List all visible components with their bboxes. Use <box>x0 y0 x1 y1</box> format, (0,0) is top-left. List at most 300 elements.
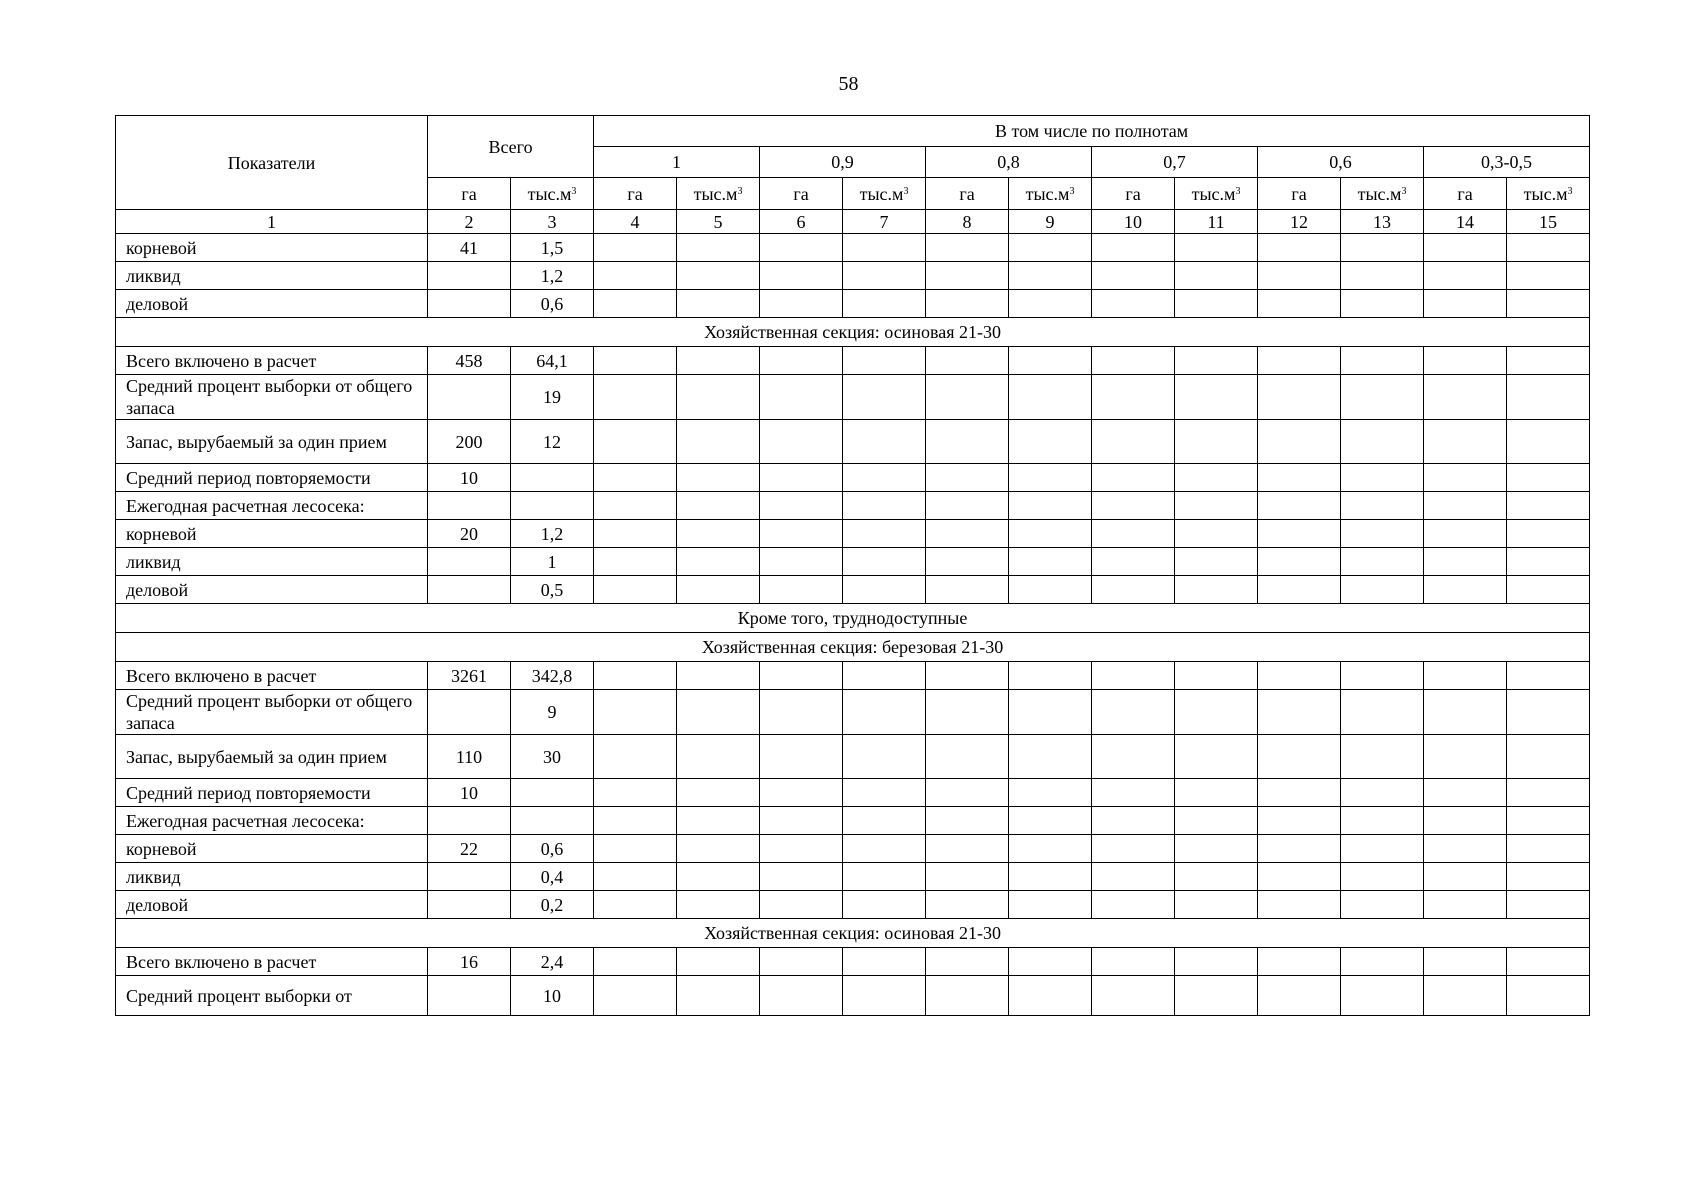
empty-cell <box>1507 420 1590 464</box>
indicator-label: корневой <box>116 520 428 548</box>
empty-cell <box>1341 375 1424 420</box>
unit-volume-header <box>1175 178 1258 210</box>
empty-cell <box>1341 662 1424 690</box>
empty-cell <box>594 891 677 919</box>
empty-cell <box>594 375 677 420</box>
empty-cell <box>1341 464 1424 492</box>
section-title: Хозяйственная секция: осиновая 21-30 <box>116 318 1590 347</box>
empty-cell <box>1341 807 1424 835</box>
empty-cell <box>1258 520 1341 548</box>
empty-cell <box>926 948 1009 976</box>
empty-cell <box>1258 735 1341 779</box>
unit-volume-superscript: 3 <box>571 185 577 197</box>
empty-cell <box>1009 735 1092 779</box>
empty-cell <box>1009 976 1092 1016</box>
table-row <box>116 262 1590 290</box>
empty-cell <box>843 662 926 690</box>
total-ha-cell <box>428 262 511 290</box>
empty-cell <box>1341 420 1424 464</box>
total-volume-cell: 0,2 <box>511 891 594 919</box>
column-number: 3 <box>511 210 594 234</box>
empty-cell <box>843 576 926 604</box>
empty-cell <box>760 290 843 318</box>
empty-cell <box>1424 948 1507 976</box>
empty-cell <box>1424 234 1507 262</box>
empty-cell <box>1341 576 1424 604</box>
total-ha-cell: 16 <box>428 948 511 976</box>
empty-cell <box>760 420 843 464</box>
empty-cell <box>1009 234 1092 262</box>
empty-cell <box>1341 835 1424 863</box>
empty-cell <box>1507 576 1590 604</box>
empty-cell <box>1507 375 1590 420</box>
density-header: 0,9 <box>760 147 926 178</box>
empty-cell <box>1507 548 1590 576</box>
unit-ha-header: га <box>760 178 843 210</box>
empty-cell <box>1258 576 1341 604</box>
empty-cell <box>760 948 843 976</box>
empty-cell <box>594 520 677 548</box>
empty-cell <box>1424 835 1507 863</box>
empty-cell <box>1092 807 1175 835</box>
empty-cell <box>1258 835 1341 863</box>
empty-cell <box>594 548 677 576</box>
empty-cell <box>760 863 843 891</box>
unit-volume-base: тыс.м <box>1523 183 1568 204</box>
total-ha-cell: 20 <box>428 520 511 548</box>
section-title: Хозяйственная секция: осиновая 21-30 <box>116 919 1590 948</box>
density-header: 0,7 <box>1092 147 1258 178</box>
empty-cell <box>926 976 1009 1016</box>
empty-cell <box>1424 262 1507 290</box>
empty-cell <box>760 375 843 420</box>
empty-cell <box>1424 492 1507 520</box>
empty-cell <box>843 891 926 919</box>
empty-cell <box>1009 690 1092 735</box>
empty-cell <box>843 290 926 318</box>
table-row <box>116 690 1590 735</box>
indicator-label: корневой <box>116 234 428 262</box>
indicator-label: Средний процент выборки от общего запаса <box>116 690 428 735</box>
total-volume-cell: 0,4 <box>511 863 594 891</box>
empty-cell <box>1507 290 1590 318</box>
empty-cell <box>677 779 760 807</box>
unit-volume-base: тыс.м <box>1357 183 1402 204</box>
indicator-label: ликвид <box>116 262 428 290</box>
indicator-label: ликвид <box>116 548 428 576</box>
empty-cell <box>1507 807 1590 835</box>
empty-cell <box>760 548 843 576</box>
empty-cell <box>1092 520 1175 548</box>
table-body <box>116 234 1590 1016</box>
empty-cell <box>1092 548 1175 576</box>
empty-cell <box>1341 690 1424 735</box>
empty-cell <box>760 492 843 520</box>
total-volume-cell: 9 <box>511 690 594 735</box>
empty-cell <box>1424 290 1507 318</box>
column-number: 5 <box>677 210 760 234</box>
total-ha-cell <box>428 976 511 1016</box>
empty-cell <box>1507 492 1590 520</box>
total-volume-cell: 10 <box>511 976 594 1016</box>
unit-volume-header <box>677 178 760 210</box>
empty-cell <box>1341 948 1424 976</box>
empty-cell <box>843 835 926 863</box>
unit-volume-superscript: 3 <box>1567 185 1573 197</box>
empty-cell <box>926 234 1009 262</box>
empty-cell <box>760 835 843 863</box>
column-number: 2 <box>428 210 511 234</box>
empty-cell <box>843 464 926 492</box>
empty-cell <box>677 548 760 576</box>
empty-cell <box>1175 835 1258 863</box>
empty-cell <box>926 891 1009 919</box>
indicator-label: корневой <box>116 835 428 863</box>
column-number: 12 <box>1258 210 1341 234</box>
empty-cell <box>1009 576 1092 604</box>
empty-cell <box>926 290 1009 318</box>
empty-cell <box>677 420 760 464</box>
empty-cell <box>594 735 677 779</box>
empty-cell <box>594 234 677 262</box>
empty-cell <box>594 690 677 735</box>
total-ha-cell: 10 <box>428 464 511 492</box>
empty-cell <box>1258 548 1341 576</box>
unit-volume-header <box>1341 178 1424 210</box>
empty-cell <box>926 520 1009 548</box>
unit-volume-header <box>511 178 594 210</box>
empty-cell <box>1424 576 1507 604</box>
total-ha-cell <box>428 891 511 919</box>
empty-cell <box>926 347 1009 375</box>
empty-cell <box>1092 347 1175 375</box>
indicator-label: Средний период повторяемости <box>116 464 428 492</box>
empty-cell <box>1424 347 1507 375</box>
empty-cell <box>1092 863 1175 891</box>
empty-cell <box>1424 548 1507 576</box>
total-volume-cell: 0,6 <box>511 835 594 863</box>
total-ha-cell: 458 <box>428 347 511 375</box>
empty-cell <box>1258 375 1341 420</box>
empty-cell <box>926 375 1009 420</box>
empty-cell <box>843 520 926 548</box>
empty-cell <box>677 976 760 1016</box>
indicator-label: Средний период повторяемости <box>116 779 428 807</box>
table-row <box>116 662 1590 690</box>
total-ha-cell: 41 <box>428 234 511 262</box>
empty-cell <box>677 290 760 318</box>
empty-cell <box>1009 492 1092 520</box>
empty-cell <box>1507 948 1590 976</box>
empty-cell <box>1258 464 1341 492</box>
empty-cell <box>1092 735 1175 779</box>
empty-cell <box>843 690 926 735</box>
section-row <box>116 604 1590 633</box>
indicator-label: ликвид <box>116 863 428 891</box>
empty-cell <box>594 290 677 318</box>
total-volume-cell <box>511 464 594 492</box>
empty-cell <box>926 662 1009 690</box>
empty-cell <box>1175 262 1258 290</box>
empty-cell <box>1341 520 1424 548</box>
empty-cell <box>760 520 843 548</box>
table-row <box>116 234 1590 262</box>
total-ha-cell: 10 <box>428 779 511 807</box>
empty-cell <box>1507 662 1590 690</box>
empty-cell <box>760 347 843 375</box>
empty-cell <box>1424 735 1507 779</box>
empty-cell <box>760 976 843 1016</box>
empty-cell <box>1175 420 1258 464</box>
empty-cell <box>677 807 760 835</box>
table-row <box>116 420 1590 464</box>
unit-volume-superscript: 3 <box>1069 185 1075 197</box>
empty-cell <box>1424 807 1507 835</box>
total-ha-cell <box>428 863 511 891</box>
empty-cell <box>1424 375 1507 420</box>
total-volume-cell: 30 <box>511 735 594 779</box>
total-ha-cell <box>428 690 511 735</box>
empty-cell <box>1175 779 1258 807</box>
column-number: 4 <box>594 210 677 234</box>
column-number: 13 <box>1341 210 1424 234</box>
empty-cell <box>1424 520 1507 548</box>
total-volume-cell <box>511 492 594 520</box>
empty-cell <box>677 948 760 976</box>
empty-cell <box>1258 690 1341 735</box>
total-volume-cell: 12 <box>511 420 594 464</box>
empty-cell <box>1175 548 1258 576</box>
empty-cell <box>594 347 677 375</box>
empty-cell <box>1341 735 1424 779</box>
empty-cell <box>677 262 760 290</box>
empty-cell <box>1009 662 1092 690</box>
empty-cell <box>1507 976 1590 1016</box>
empty-cell <box>760 779 843 807</box>
table-row <box>116 576 1590 604</box>
empty-cell <box>926 420 1009 464</box>
empty-cell <box>1092 662 1175 690</box>
total-volume-cell: 19 <box>511 375 594 420</box>
total-ha-cell <box>428 492 511 520</box>
empty-cell <box>1258 948 1341 976</box>
empty-cell <box>677 375 760 420</box>
empty-cell <box>677 492 760 520</box>
column-number: 8 <box>926 210 1009 234</box>
empty-cell <box>843 492 926 520</box>
total-ha-cell: 110 <box>428 735 511 779</box>
unit-ha-header: га <box>594 178 677 210</box>
empty-cell <box>1175 520 1258 548</box>
empty-cell <box>843 234 926 262</box>
empty-cell <box>1092 576 1175 604</box>
by-density-header: В том числе по полнотам <box>594 116 1590 147</box>
empty-cell <box>1424 420 1507 464</box>
empty-cell <box>1507 779 1590 807</box>
empty-cell <box>1341 976 1424 1016</box>
empty-cell <box>1424 464 1507 492</box>
empty-cell <box>1507 347 1590 375</box>
empty-cell <box>1092 375 1175 420</box>
empty-cell <box>594 835 677 863</box>
empty-cell <box>1507 835 1590 863</box>
table-row <box>116 835 1590 863</box>
empty-cell <box>594 420 677 464</box>
empty-cell <box>843 976 926 1016</box>
section-row <box>116 633 1590 662</box>
total-volume-cell: 1,5 <box>511 234 594 262</box>
indicator-label: деловой <box>116 891 428 919</box>
empty-cell <box>1175 234 1258 262</box>
empty-cell <box>1341 863 1424 891</box>
empty-cell <box>1092 492 1175 520</box>
empty-cell <box>1092 948 1175 976</box>
indicator-label: Ежегодная расчетная лесосека: <box>116 807 428 835</box>
indicator-label: Всего включено в расчет <box>116 948 428 976</box>
empty-cell <box>1258 420 1341 464</box>
empty-cell <box>843 262 926 290</box>
column-number: 15 <box>1507 210 1590 234</box>
table-row <box>116 976 1590 1016</box>
empty-cell <box>1175 662 1258 690</box>
empty-cell <box>1258 976 1341 1016</box>
indicator-label: Средний процент выборки от <box>116 976 428 1016</box>
empty-cell <box>594 576 677 604</box>
empty-cell <box>843 548 926 576</box>
empty-cell <box>1258 662 1341 690</box>
empty-cell <box>1175 976 1258 1016</box>
column-number: 9 <box>1009 210 1092 234</box>
empty-cell <box>760 662 843 690</box>
table-row <box>116 492 1590 520</box>
unit-volume-base: тыс.м <box>1025 183 1070 204</box>
column-number: 6 <box>760 210 843 234</box>
empty-cell <box>1092 262 1175 290</box>
empty-cell <box>677 576 760 604</box>
total-volume-cell: 0,5 <box>511 576 594 604</box>
table-row <box>116 548 1590 576</box>
empty-cell <box>843 347 926 375</box>
total-volume-cell <box>511 807 594 835</box>
total-ha-cell <box>428 576 511 604</box>
empty-cell <box>1009 779 1092 807</box>
total-header: Всего <box>428 116 594 178</box>
unit-volume-header <box>1507 178 1590 210</box>
empty-cell <box>760 464 843 492</box>
empty-cell <box>677 464 760 492</box>
forest-data-table <box>115 115 1590 1016</box>
empty-cell <box>677 863 760 891</box>
empty-cell <box>1009 807 1092 835</box>
total-volume-cell: 0,6 <box>511 290 594 318</box>
column-number: 10 <box>1092 210 1175 234</box>
empty-cell <box>1092 891 1175 919</box>
empty-cell <box>1258 234 1341 262</box>
unit-volume-base: тыс.м <box>1191 183 1236 204</box>
empty-cell <box>1009 863 1092 891</box>
empty-cell <box>594 948 677 976</box>
empty-cell <box>760 807 843 835</box>
empty-cell <box>760 690 843 735</box>
empty-cell <box>1092 779 1175 807</box>
total-volume-cell: 2,4 <box>511 948 594 976</box>
empty-cell <box>1341 290 1424 318</box>
density-header: 1 <box>594 147 760 178</box>
empty-cell <box>677 520 760 548</box>
empty-cell <box>594 662 677 690</box>
empty-cell <box>677 690 760 735</box>
indicator-label: Всего включено в расчет <box>116 662 428 690</box>
empty-cell <box>594 779 677 807</box>
empty-cell <box>1258 262 1341 290</box>
empty-cell <box>1009 375 1092 420</box>
empty-cell <box>1424 690 1507 735</box>
empty-cell <box>677 234 760 262</box>
indicator-label: Всего включено в расчет <box>116 347 428 375</box>
empty-cell <box>1175 735 1258 779</box>
empty-cell <box>760 891 843 919</box>
empty-cell <box>1175 375 1258 420</box>
empty-cell <box>1507 863 1590 891</box>
density-header: 0,6 <box>1258 147 1424 178</box>
empty-cell <box>677 835 760 863</box>
empty-cell <box>677 735 760 779</box>
unit-ha-header: га <box>1092 178 1175 210</box>
table-row <box>116 347 1590 375</box>
empty-cell <box>843 807 926 835</box>
column-number: 11 <box>1175 210 1258 234</box>
empty-cell <box>1175 807 1258 835</box>
empty-cell <box>677 891 760 919</box>
empty-cell <box>1507 262 1590 290</box>
empty-cell <box>1258 807 1341 835</box>
empty-cell <box>1175 492 1258 520</box>
empty-cell <box>1009 520 1092 548</box>
indicator-label: деловой <box>116 290 428 318</box>
indicator-label: деловой <box>116 576 428 604</box>
unit-volume-superscript: 3 <box>1235 185 1241 197</box>
empty-cell <box>1507 234 1590 262</box>
unit-volume-base: тыс.м <box>859 183 904 204</box>
unit-volume-superscript: 3 <box>737 185 743 197</box>
empty-cell <box>926 863 1009 891</box>
section-row <box>116 318 1590 347</box>
density-header: 0,3-0,5 <box>1424 147 1590 178</box>
empty-cell <box>1009 548 1092 576</box>
total-volume-cell: 1,2 <box>511 520 594 548</box>
empty-cell <box>1092 234 1175 262</box>
table-row <box>116 863 1590 891</box>
empty-cell <box>1424 891 1507 919</box>
empty-cell <box>1424 863 1507 891</box>
table-row <box>116 891 1590 919</box>
section-title: Хозяйственная секция: березовая 21-30 <box>116 633 1590 662</box>
empty-cell <box>843 863 926 891</box>
empty-cell <box>594 464 677 492</box>
empty-cell <box>1175 948 1258 976</box>
empty-cell <box>1009 835 1092 863</box>
empty-cell <box>926 690 1009 735</box>
empty-cell <box>1258 492 1341 520</box>
empty-cell <box>594 807 677 835</box>
empty-cell <box>843 375 926 420</box>
indicator-label: Средний процент выборки от общего запаса <box>116 375 428 420</box>
empty-cell <box>760 234 843 262</box>
total-volume-cell: 64,1 <box>511 347 594 375</box>
empty-cell <box>594 976 677 1016</box>
empty-cell <box>1507 464 1590 492</box>
empty-cell <box>1009 262 1092 290</box>
